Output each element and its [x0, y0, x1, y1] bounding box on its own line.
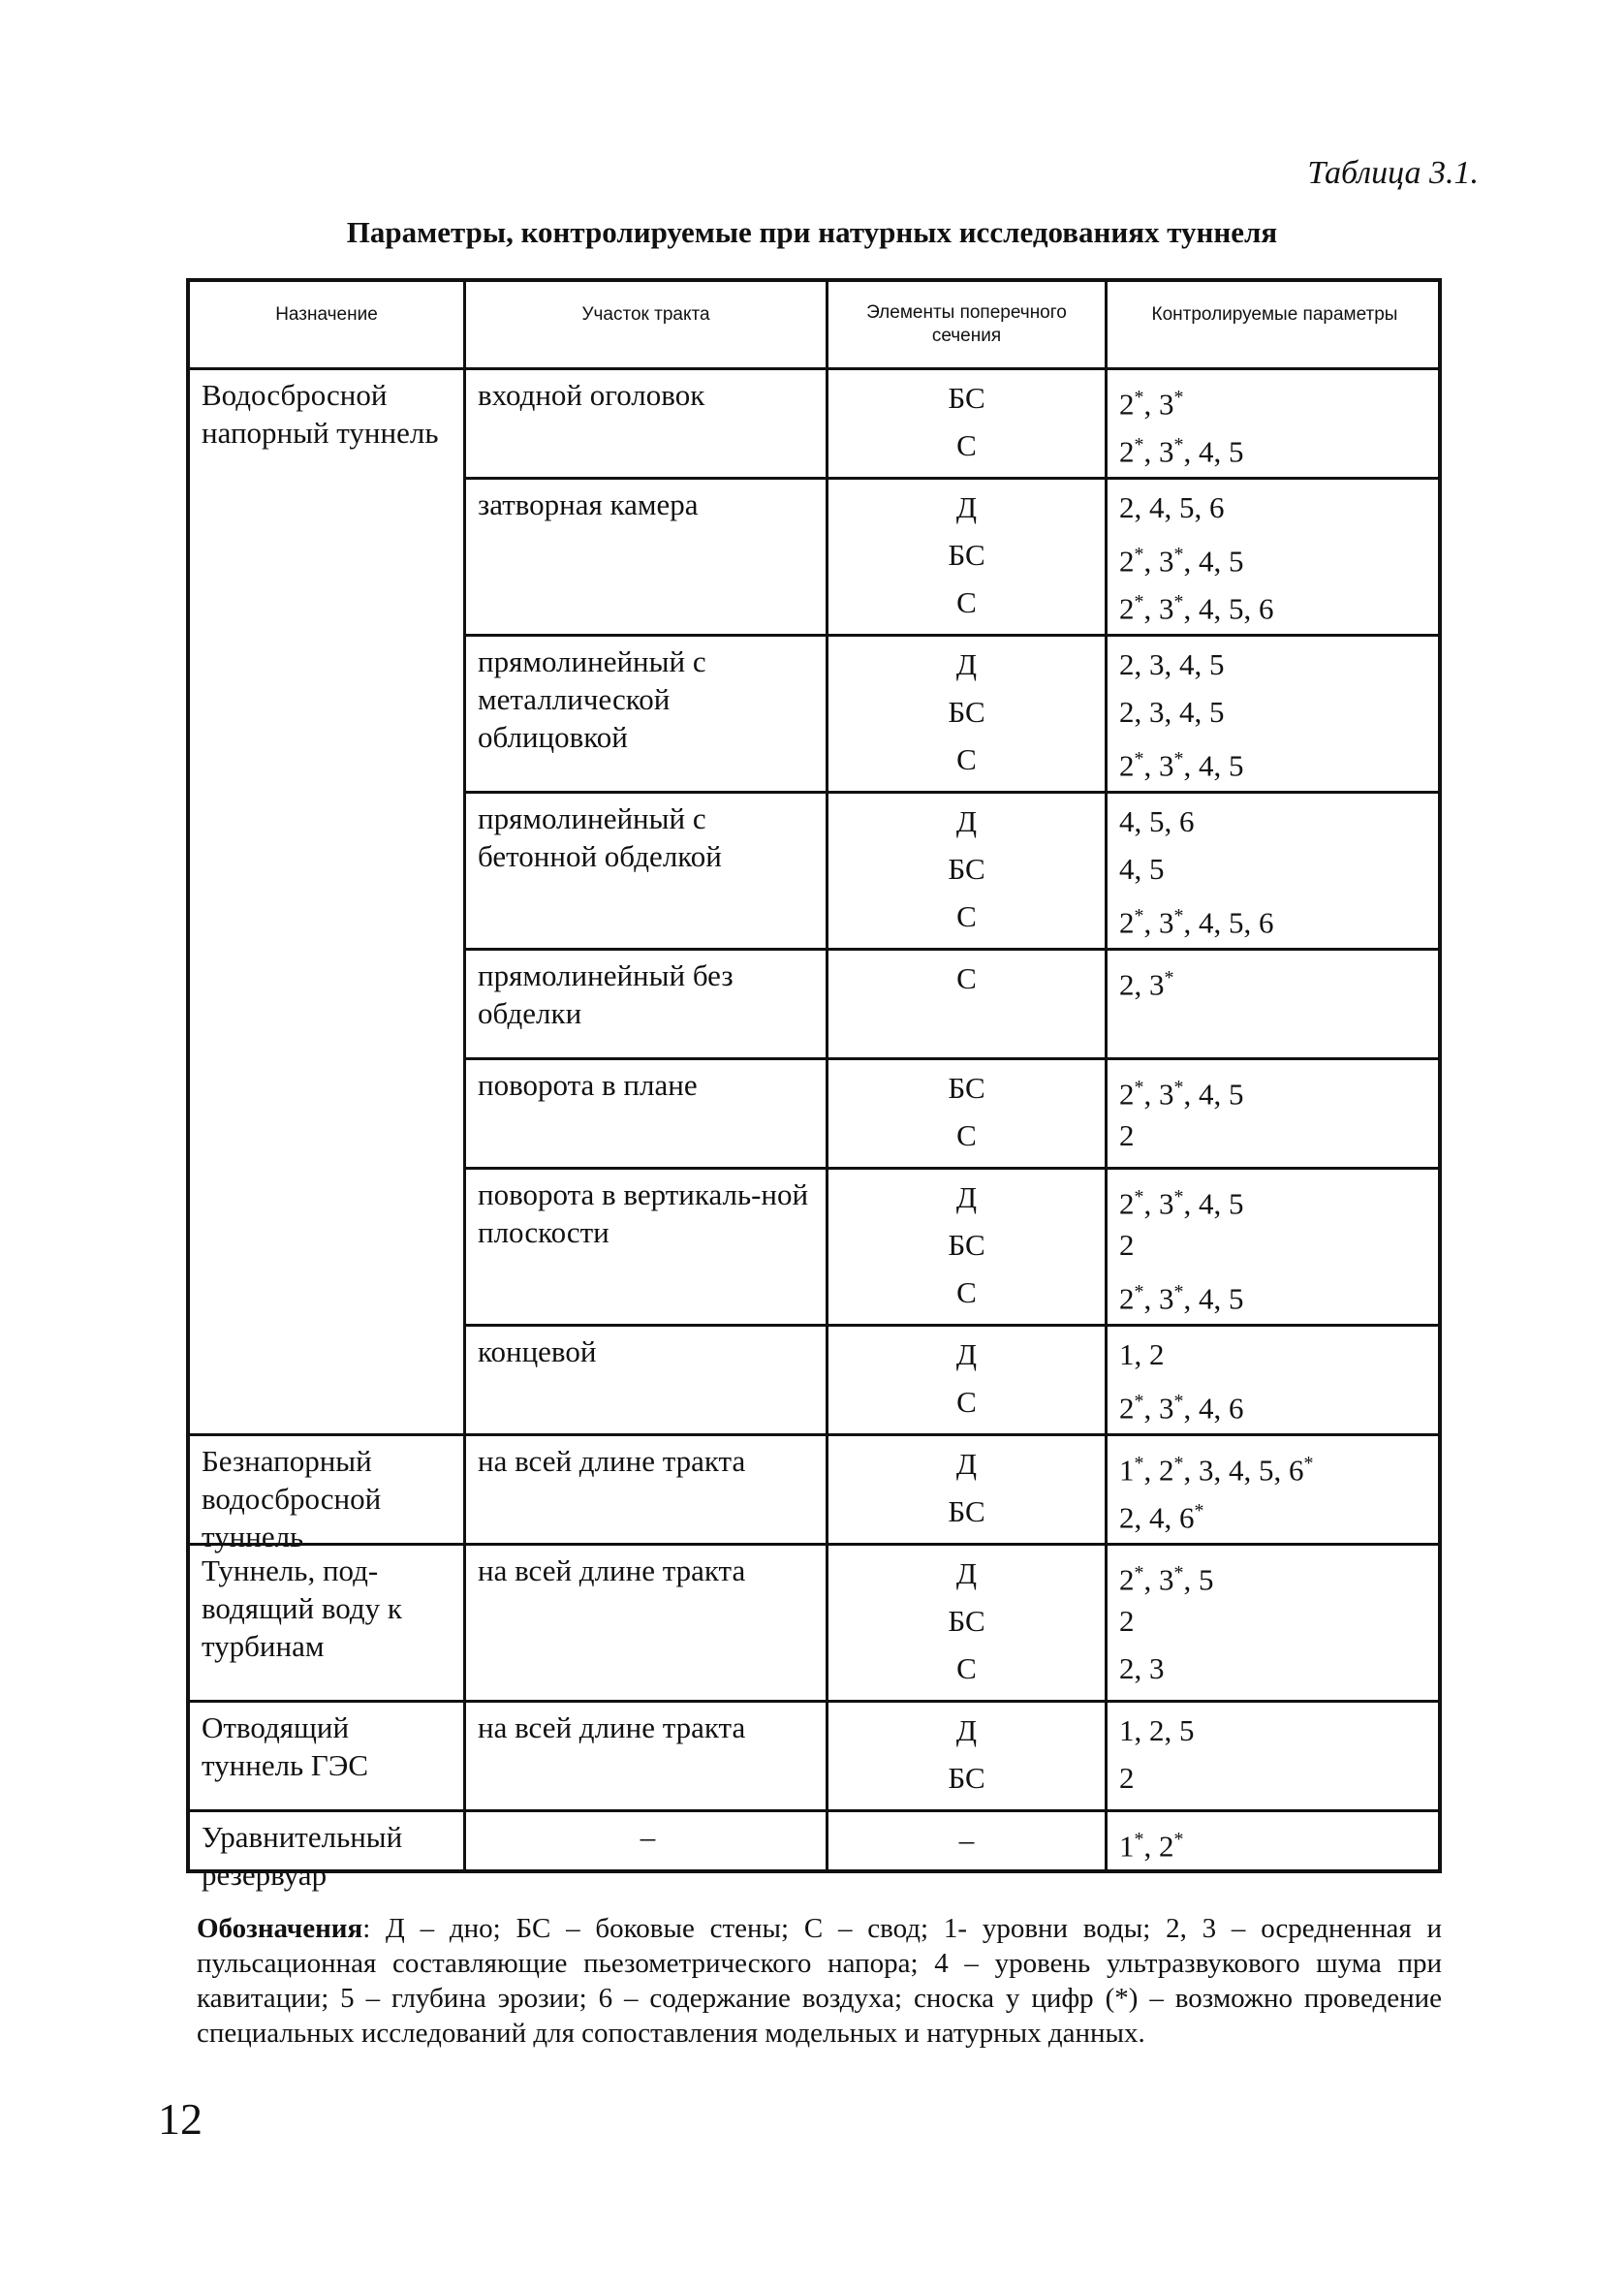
- param-list: 2: [1119, 1604, 1135, 1638]
- elements-cell: [828, 1174, 1105, 1316]
- param-list: 4, 5, 6: [1119, 804, 1195, 838]
- section-name: прямолинейный с бетонной обделкой: [478, 801, 722, 873]
- element-code: С: [956, 899, 977, 933]
- element-code: БС: [948, 852, 985, 886]
- grid-line: [190, 1433, 1438, 1436]
- grid-line: [463, 1167, 1438, 1170]
- param-list: 1*, 2*: [1119, 1829, 1184, 1864]
- page-number: 12: [158, 2094, 203, 2144]
- elements-cell: [828, 484, 1105, 626]
- elements-cell: [828, 955, 1105, 1002]
- header-section: Участок тракта: [581, 304, 710, 325]
- header-params: Контролируемые параметры: [1151, 304, 1398, 325]
- element-code: БС: [948, 538, 985, 572]
- section-name: на всей длине тракта: [478, 1553, 746, 1587]
- param-list: 2*, 3*, 4, 5: [1119, 1281, 1244, 1316]
- param-list: 2, 3: [1119, 1651, 1165, 1685]
- param-list: 2*, 3*, 4, 6: [1119, 1391, 1244, 1426]
- grid-line: [190, 1700, 1438, 1703]
- elements-cell: [828, 1064, 1105, 1159]
- element-code: Д: [955, 1447, 978, 1481]
- param-list: 2*, 3*, 4, 5, 6: [1119, 591, 1274, 626]
- element-code: Д: [955, 1180, 978, 1214]
- legend-note: [197, 1911, 1442, 2051]
- params-cell: [1119, 1440, 1438, 1535]
- param-list: 2*, 3*, 4, 5: [1119, 748, 1244, 783]
- grid-line: [463, 948, 1438, 951]
- element-code: С: [956, 742, 977, 776]
- grid-line: [463, 477, 1438, 480]
- params-cell: [1119, 484, 1438, 626]
- section-name: входной оголовок: [478, 378, 705, 412]
- header-elements: Элементы поперечного сечения: [866, 302, 1067, 346]
- params-cell: [1119, 641, 1438, 783]
- param-list: 2, 3*: [1119, 967, 1174, 1002]
- element-code: БС: [948, 695, 985, 729]
- grid-line: [463, 1057, 1438, 1060]
- elements-cell: [828, 1707, 1105, 1802]
- param-list: 1, 2: [1119, 1337, 1165, 1371]
- elements-cell: [828, 1816, 1105, 1864]
- purpose-cell: Отводящий туннель ГЭС: [202, 1710, 368, 1782]
- params-cell: [1119, 1550, 1438, 1692]
- element-code: БС: [948, 381, 985, 415]
- element-code: Д: [955, 1556, 978, 1590]
- element-code: БС: [948, 1071, 985, 1105]
- element-code: Д: [955, 1337, 978, 1371]
- params-cell: [1119, 1331, 1438, 1426]
- param-list: 2*, 3*, 4, 5: [1119, 1186, 1244, 1221]
- table-caption: Таблица 3.1.: [1307, 155, 1479, 191]
- param-list: 2: [1119, 1761, 1135, 1795]
- param-list: 2, 3, 4, 5: [1119, 695, 1225, 729]
- param-list: 2*, 3*, 4, 5: [1119, 544, 1244, 579]
- element-code: Д: [955, 490, 978, 524]
- elements-cell: [828, 374, 1105, 469]
- param-list: 2, 4, 6*: [1119, 1500, 1204, 1535]
- section-name: прямолинейный без обделки: [478, 958, 734, 1030]
- element-code: С: [956, 1651, 977, 1685]
- parameters-table: [186, 278, 1442, 1892]
- element-code: Д: [955, 647, 978, 681]
- element-code: С: [956, 1385, 977, 1419]
- params-cell: [1119, 798, 1438, 940]
- grid-line: [190, 367, 1438, 370]
- param-list: 1, 2, 5: [1119, 1713, 1195, 1747]
- param-list: 2*, 3*, 5: [1119, 1562, 1214, 1597]
- elements-cell: [828, 1550, 1105, 1692]
- param-list: 2, 3, 4, 5: [1119, 647, 1225, 681]
- param-list: 2: [1119, 1118, 1135, 1152]
- section-name: на всей длине тракта: [478, 1710, 746, 1744]
- section-name: –: [640, 1820, 656, 1854]
- header-purpose: Назначение: [275, 304, 378, 325]
- elements-cell: [828, 1440, 1105, 1535]
- purpose-cell: Туннель, под-водящий воду к турбинам: [202, 1553, 402, 1663]
- section-name: на всей длине тракта: [478, 1444, 746, 1478]
- legend-text: : Д – дно; БС – боковые стены; С – свод; 1- уровни воды; 2, 3 – осредненная и пульсационная составляющие пьезометрического напора; 4 – уровень ультразвукового шума при кавитации; 5 – глубина эрозии; 6 – содержание воздуха; сноска у цифр (*) – возможно проведение специальных исследований для сопоставления модельных и натурных данных.: [197, 1913, 1442, 2049]
- param-list: 2*, 3*, 4, 5: [1119, 434, 1244, 469]
- params-cell: [1119, 1707, 1438, 1802]
- table-title: Параметры, контролируемые при натурных исследованиях туннеля: [346, 215, 1278, 249]
- element-code: БС: [948, 1761, 985, 1795]
- params-cell: [1119, 1064, 1438, 1159]
- grid-line: [190, 1809, 1438, 1812]
- purpose-cell: Водосбросной напорный туннель: [202, 378, 439, 450]
- section-name: прямолинейный с металлической облицовкой: [478, 644, 706, 754]
- param-list: 2*, 3*, 4, 5, 6: [1119, 905, 1274, 940]
- params-cell: [1119, 1174, 1438, 1316]
- element-code: БС: [948, 1494, 985, 1528]
- element-code: БС: [948, 1604, 985, 1638]
- section-name: поворота в вертикаль-ной плоскости: [478, 1177, 809, 1249]
- element-code: С: [956, 961, 977, 995]
- elements-cell: [828, 1331, 1105, 1426]
- elements-cell: [828, 798, 1105, 940]
- params-cell: [1119, 1816, 1438, 1864]
- param-list: 1*, 2*, 3, 4, 5, 6*: [1119, 1453, 1314, 1488]
- section-name: концевой: [478, 1334, 597, 1368]
- grid-line: [463, 1324, 1438, 1327]
- param-list: 2: [1119, 1228, 1135, 1262]
- element-code: С: [956, 1118, 977, 1152]
- purpose-cell: Безнапорный водосбросной туннель: [202, 1444, 382, 1553]
- params-cell: [1119, 955, 1438, 1002]
- grid-line: [463, 634, 1438, 637]
- element-code: С: [956, 585, 977, 619]
- param-list: 2, 4, 5, 6: [1119, 490, 1225, 524]
- element-code: –: [958, 1823, 975, 1857]
- grid-line: [1105, 282, 1108, 1869]
- legend-label: Обозначения: [197, 1913, 363, 1944]
- param-list: 2*, 3*, 4, 5: [1119, 1077, 1244, 1112]
- section-name: затворная камера: [478, 487, 699, 521]
- grid-line: [463, 282, 466, 1869]
- grid-line: [463, 791, 1438, 794]
- element-code: Д: [955, 804, 978, 838]
- element-code: Д: [955, 1713, 978, 1747]
- element-code: БС: [948, 1228, 985, 1262]
- params-cell: [1119, 374, 1438, 469]
- element-code: С: [956, 428, 977, 462]
- purpose-cell: Уравнительный резервуар: [202, 1820, 403, 1892]
- param-list: 2*, 3*: [1119, 387, 1184, 422]
- elements-cell: [828, 641, 1105, 783]
- section-name: поворота в плане: [478, 1068, 698, 1102]
- param-list: 4, 5: [1119, 852, 1165, 886]
- element-code: С: [956, 1275, 977, 1309]
